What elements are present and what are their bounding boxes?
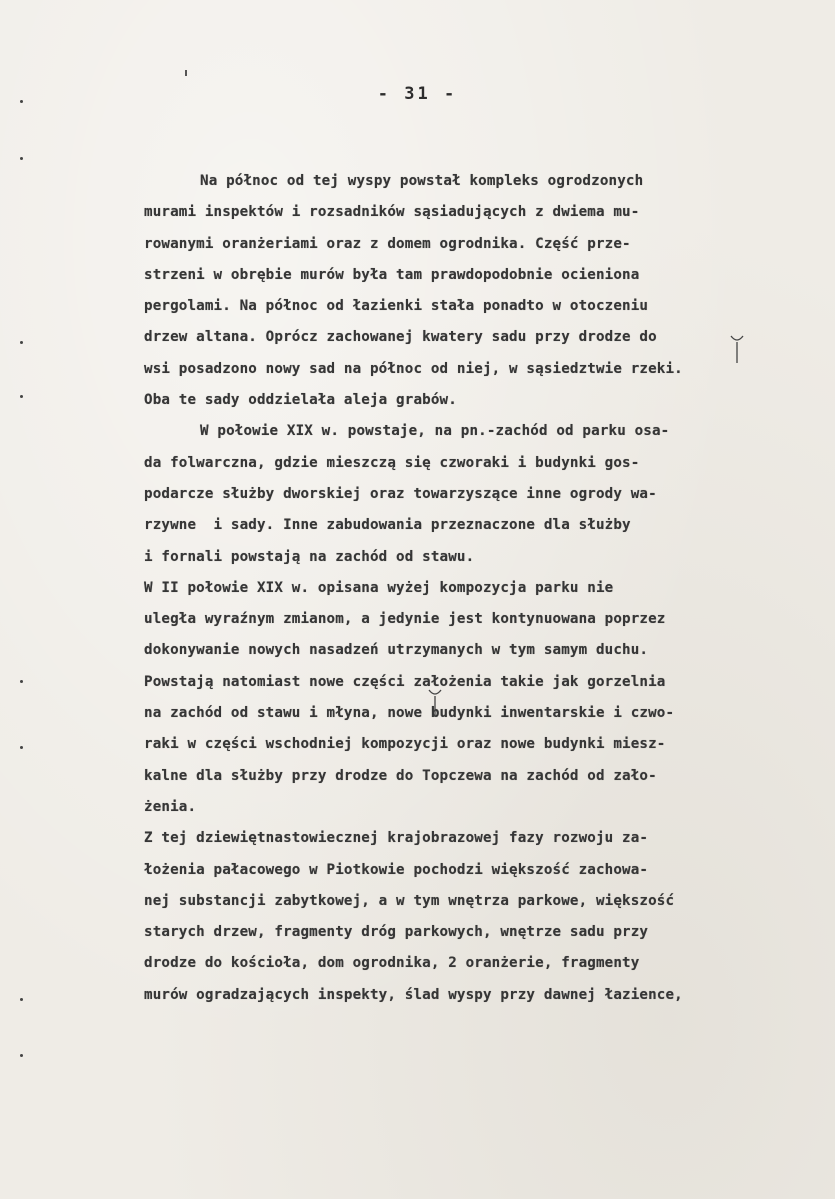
- text-line: strzeni w obrębie murów była tam prawdopodobnie ocieniona: [144, 266, 640, 283]
- text-line: Powstają natomiast nowe części założenia takie jak gorzelnia: [144, 673, 666, 690]
- margin-dot: [20, 395, 23, 398]
- text-line: murów ogradzających inspekty, ślad wyspy przy dawnej łazience,: [144, 986, 683, 1003]
- text-line: rzywne i sady. Inne zabudowania przeznaczone dla służby: [144, 517, 631, 534]
- text-line: dokonywanie nowych nasadzeń utrzymanych w tym samym duchu.: [144, 642, 649, 659]
- text-line: W II połowie XIX w. opisana wyżej kompozycja parku nie: [144, 579, 614, 596]
- text-line: pergolami. Na północ od łazienki stała ponadto w otoczeniu: [144, 298, 649, 315]
- text-line: nej substancji zabytkowej, a w tym wnętrza parkowe, większość: [144, 892, 675, 909]
- text-line: łożenia pałacowego w Piotkowie pochodzi większość zachowa-: [144, 861, 649, 878]
- margin-dot: [20, 341, 23, 344]
- text-line: murami inspektów i rozsadników sąsiadujących z dwiema mu-: [144, 204, 640, 221]
- margin-dot: [20, 157, 23, 160]
- text-line: i fornali powstają na zachód od stawu.: [144, 548, 475, 565]
- text-line: uległa wyraźnym zmianom, a jedynie jest kontynuowana poprzez: [144, 611, 666, 628]
- margin-dot: [20, 1054, 23, 1057]
- text-line: raki w części wschodniej kompozycji oraz nowe budynki miesz-: [144, 736, 666, 753]
- text-line: drodze do kościoła, dom ogrodnika, 2 oranżerie, fragmenty: [144, 955, 640, 972]
- text-line: Na północ od tej wyspy powstał kompleks ogrodzonych: [200, 173, 644, 189]
- text-line: kalne dla służby przy drodze do Topczewa na zachód od zało-: [144, 767, 657, 784]
- text-line: Z tej dziewiętnastowiecznej krajobrazowej fazy rozwoju za-: [144, 830, 649, 847]
- text-line: Oba te sady oddzielała aleja grabów.: [144, 392, 457, 409]
- text-line: drzew altana. Oprócz zachowanej kwatery sadu przy drodze do: [144, 329, 657, 346]
- text-line: żenia.: [144, 798, 197, 815]
- text-line: wsi posadzono nowy sad na północ od niej, w sąsiedztwie rzeki.: [144, 360, 683, 377]
- insertion-mark: [427, 688, 443, 718]
- text-line: starych drzew, fragmenty dróg parkowych, wnętrze sadu przy: [144, 924, 649, 941]
- text-line: da folwarczna, gdzie mieszczą się czworaki i budynki gos-: [144, 454, 640, 471]
- margin-dot: [20, 746, 23, 749]
- margin-dot: [20, 680, 23, 683]
- paper-mark: [185, 70, 187, 76]
- text-line: na zachód od stawu i młyna, nowe budynki inwentarskie i czwo-: [144, 705, 675, 722]
- page-number: - 31 -: [377, 84, 458, 104]
- typed-text-body: [144, 166, 814, 1011]
- text-line: rowanymi oranżeriami oraz z domem ogrodnika. Część prze-: [144, 235, 631, 252]
- text-line: podarcze służby dworskiej oraz towarzyszące inne ogrody wa-: [144, 485, 657, 502]
- text-line: W połowie XIX w. powstaje, na pn.-zachód od parku osa-: [200, 423, 670, 440]
- margin-dot: [20, 998, 23, 1001]
- insertion-mark: [729, 334, 745, 364]
